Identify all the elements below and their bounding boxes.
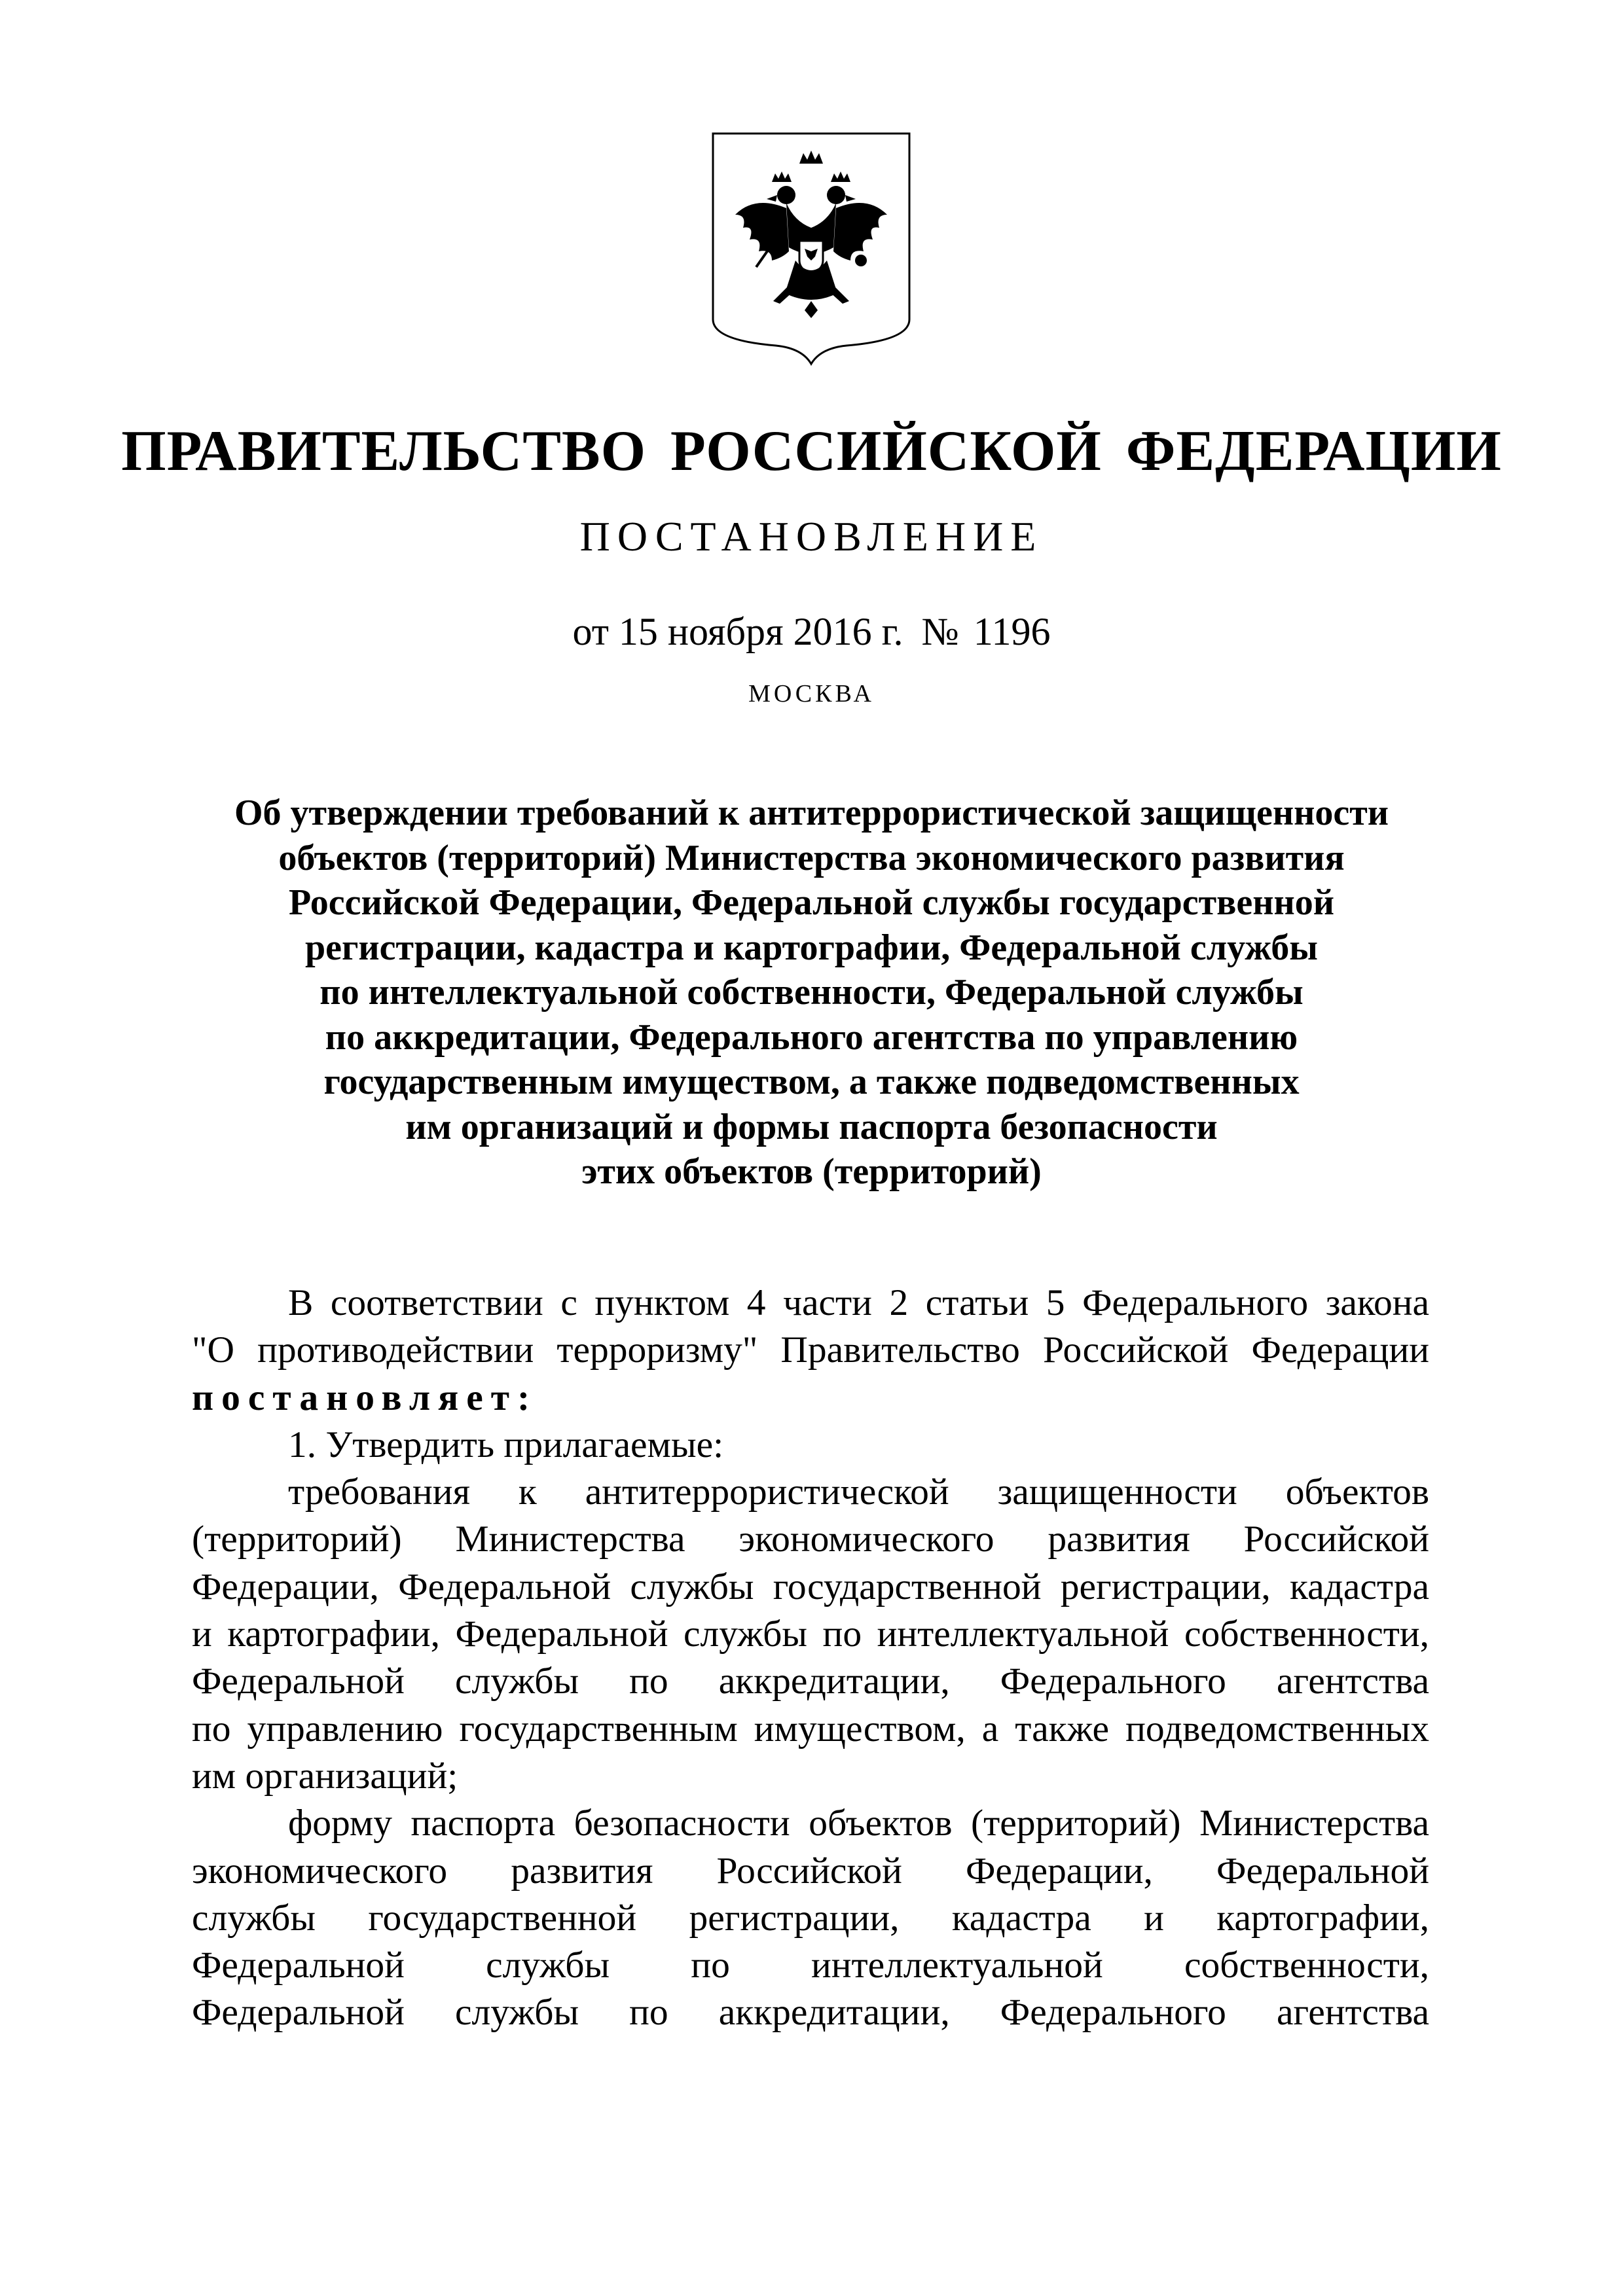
document-date-number xyxy=(0,605,1623,658)
body-line: Федеральной службы по аккредитации, Федерального агентства xyxy=(192,1660,1429,1702)
subject-line: по аккредитации, Федерального агентства по управлению xyxy=(325,1016,1298,1058)
body-line: форму паспорта безопасности объектов (территорий) Министерства xyxy=(288,1803,1429,1844)
body-line: "О противодействии терроризму" Правительство Российской Федерации xyxy=(192,1329,1429,1371)
document-type: ПОСТАНОВЛЕНИЕ xyxy=(579,513,1044,560)
subject-line: регистрации, кадастра и картографии, Федеральной службы xyxy=(304,927,1319,968)
body-line: экономического развития Российской Федерации, Федеральной xyxy=(192,1850,1429,1892)
body-line: по управлению государственным имуществом, а также подведомственных xyxy=(192,1708,1429,1749)
body-line: В соответствии с пунктом 4 части 2 статьи 5 Федерального закона xyxy=(288,1282,1429,1323)
resolves-text: постановляет: xyxy=(192,1376,538,1418)
subject-line: этих объектов (территорий) xyxy=(581,1151,1042,1192)
document-date: от 15 ноября 2016 г. xyxy=(572,610,903,653)
subject-line: по интеллектуальной собственности, Федеральной службы xyxy=(319,972,1304,1013)
body-line: требования к антитеррористической защищенности объектов xyxy=(288,1471,1429,1513)
body-line: Федерации, Федеральной службы государственной регистрации, кадастра xyxy=(192,1566,1429,1607)
body-line: Федеральной службы по аккредитации, Федерального агентства xyxy=(192,1992,1429,2034)
subject-line: им организаций и формы паспорта безопасности xyxy=(405,1106,1218,1147)
government-title: ПРАВИТЕЛЬСТВО РОССИЙСКОЙ ФЕДЕРАЦИИ xyxy=(121,420,1502,483)
subject-line: Об утверждении требований к антитеррористической защищенности xyxy=(234,793,1389,833)
body-line: (территорий) Министерства экономического развития Российской xyxy=(192,1518,1429,1560)
resolves-keyword xyxy=(192,1374,1429,1422)
subject-line: Российской Федерации, Федеральной службы государственной xyxy=(288,882,1335,923)
body-line: Федеральной службы по интеллектуальной собственности, xyxy=(192,1945,1429,1986)
document-number: 1196 xyxy=(973,610,1051,653)
document-city: МОСКВА xyxy=(748,680,875,708)
body-line: им организаций; xyxy=(192,1755,458,1797)
item-1: 1. Утвердить прилагаемые: xyxy=(288,1424,724,1465)
subject-line: объектов (территорий) Министерства экономического развития xyxy=(278,837,1345,878)
document-body xyxy=(192,1280,1429,2037)
russian-coat-of-arms-icon xyxy=(709,130,913,367)
document-subject xyxy=(164,791,1459,1194)
subject-line: государственным имуществом, а также подведомственных xyxy=(323,1062,1300,1102)
body-line: службы государственной регистрации, кадастра и картографии, xyxy=(192,1897,1429,1939)
body-line: и картографии, Федеральной службы по интеллектуальной собственности, xyxy=(192,1613,1429,1655)
number-sign: № xyxy=(921,610,959,653)
